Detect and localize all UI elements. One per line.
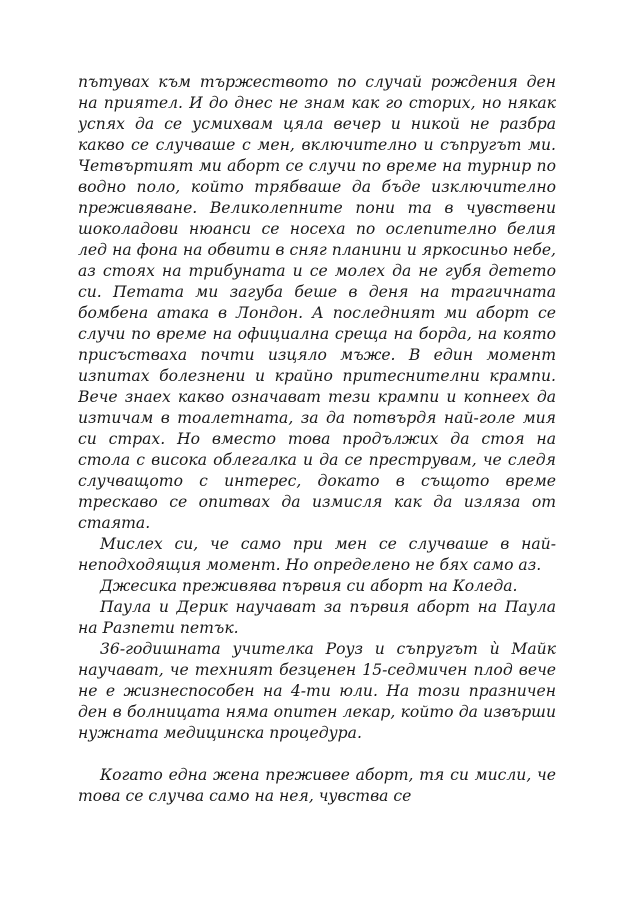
book-page — [78, 72, 556, 862]
body-paragraph-3: Джесика преживява първия си аборт на Коледа. — [100, 577, 518, 595]
body-paragraph-4: Паула и Дерик научават за първия аборт на Паула на Разпети петък. — [78, 598, 556, 637]
body-paragraph-1: пътувах към тържеството по случай рождения ден на приятел. И до днес не знам как го сторих, но някак успях да се усмихвам цяла вечер и никой не разбра какво се случваше с мен, включително и съпругът ми. Четвъртият ми аборт се случи по време на турнир по водно поло, който трябваше да бъде изключително преживяване. Великолепните пони та в чувствени шоколадови нюанси се носеха по ослепително белия лед на фона на обвити в сняг планини и яркосиньо небе, аз стоях на трибуната и се молех да не губя детето си. Петата ми загуба беше в деня на трагичната бомбена атака в Лондон. А последният ми аборт се случи по време на официална среща на борда, на която присъстваха почти изцяло мъже. В един момент изпитах болезнени и крайно притеснителни крампи. Вече знаех какво означават тези крампи и копнеех да изтичам в тоалетната, за да потвърдя най-голе мия си страх. Но вместо това продължих да стоя на стола с висока облегалка и да се преструвам, че следя случващото с интерес, докато в същото време трескаво се опитвах да измисля как да изляза от стаята. — [78, 73, 556, 532]
section-break — [78, 744, 556, 765]
body-paragraph-2: Мислех си, че само при мен се случваше в най-неподходящия момент. Но определено не бях само аз. — [78, 535, 556, 574]
body-paragraph-5: 36-годишната учителка Роуз и съпругът ѝ Майк научават, че техният безценен 15-седмичен плод вече не е жизнеспособен на 4-ти юли. На този празничен ден в болницата няма опитен лекар, който да извърши нужната медицинска процедура. — [78, 640, 556, 742]
body-paragraph-6: Когато една жена преживее аборт, тя си мисли, че това се случва само на нея, чувства се — [78, 766, 556, 805]
